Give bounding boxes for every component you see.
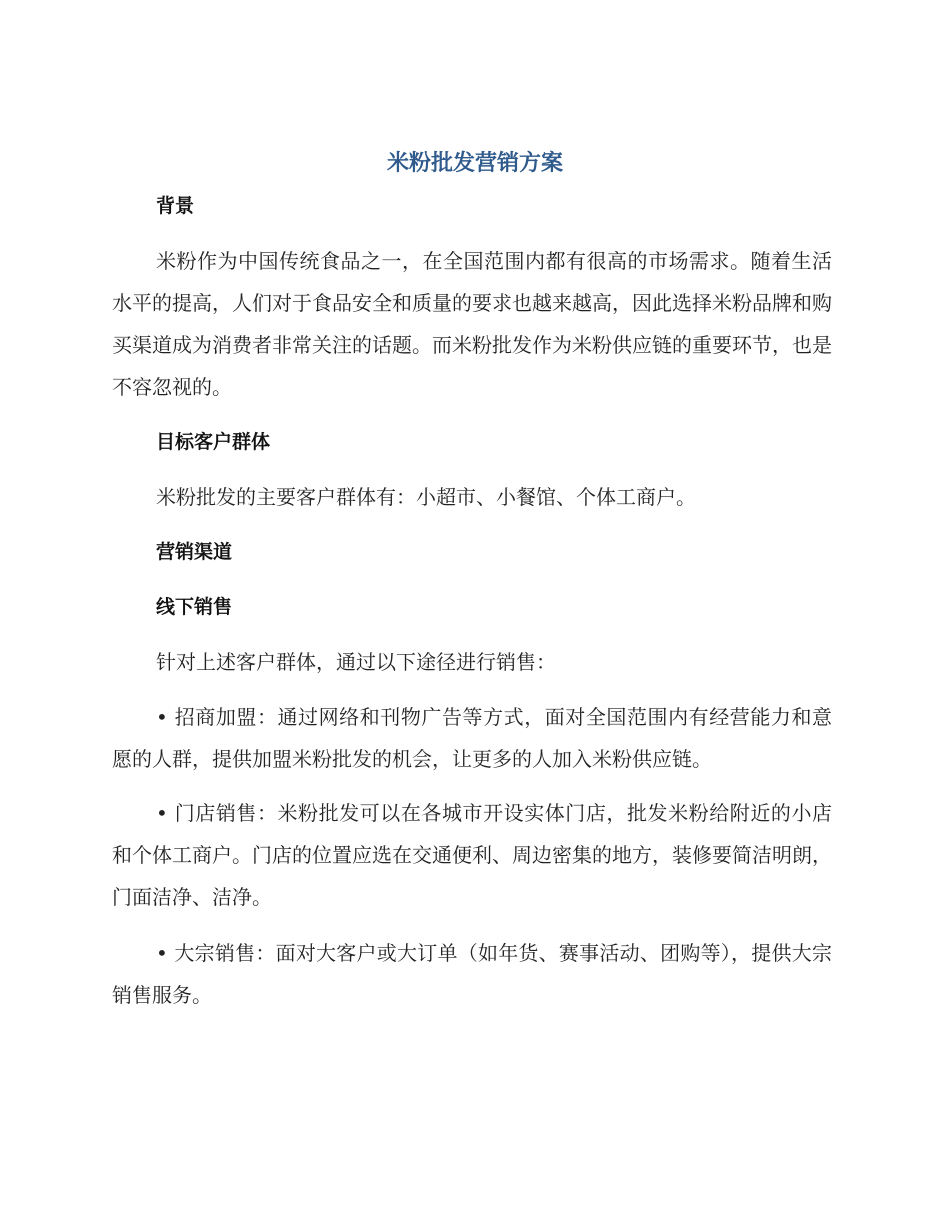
heading-offline-sales: 线下销售 <box>156 596 233 618</box>
heading-marketing-channels: 营销渠道 <box>156 541 233 563</box>
paragraph-target-customers: 米粉批发的主要客户群体有：小超市、小餐馆、个体工商户。 <box>156 485 696 509</box>
paragraph-background: 米粉作为中国传统食品之一，在全国范围内都有很高的市场需求。随着生活水平的提高，人们对于食品安全和质量的要求也越来越高，因此选择米粉品牌和购买渠道成为消费者非常关注的话题。而米粉批发作为米粉供应链的重要环节，也是不容忽视的。 <box>112 249 832 399</box>
paragraph-offline-intro: 针对上述客户群体，通过以下途径进行销售： <box>156 650 556 674</box>
heading-target-customers: 目标客户群体 <box>156 431 271 453</box>
bullet-bulk-sales: • 大宗销售：面对大客户或大订单（如年货、赛事活动、团购等），提供大宗销售服务。 <box>112 941 832 1007</box>
bullet-franchise: • 招商加盟：通过网络和刊物广告等方式，面对全国范围内有经营能力和意愿的人群，提供加盟米粉批发的机会，让更多的人加入米粉供应链。 <box>112 705 832 771</box>
page-title: 米粉批发营销方案 <box>386 151 563 176</box>
heading-background: 背景 <box>156 195 195 217</box>
bullet-store-sales: • 门店销售：米粉批发可以在各城市开设实体门店，批发米粉给附近的小店和个体工商户。门店的位置应选在交通便利、周边密集的地方，装修要简洁明朗，门面洁净、洁净。 <box>112 801 832 909</box>
